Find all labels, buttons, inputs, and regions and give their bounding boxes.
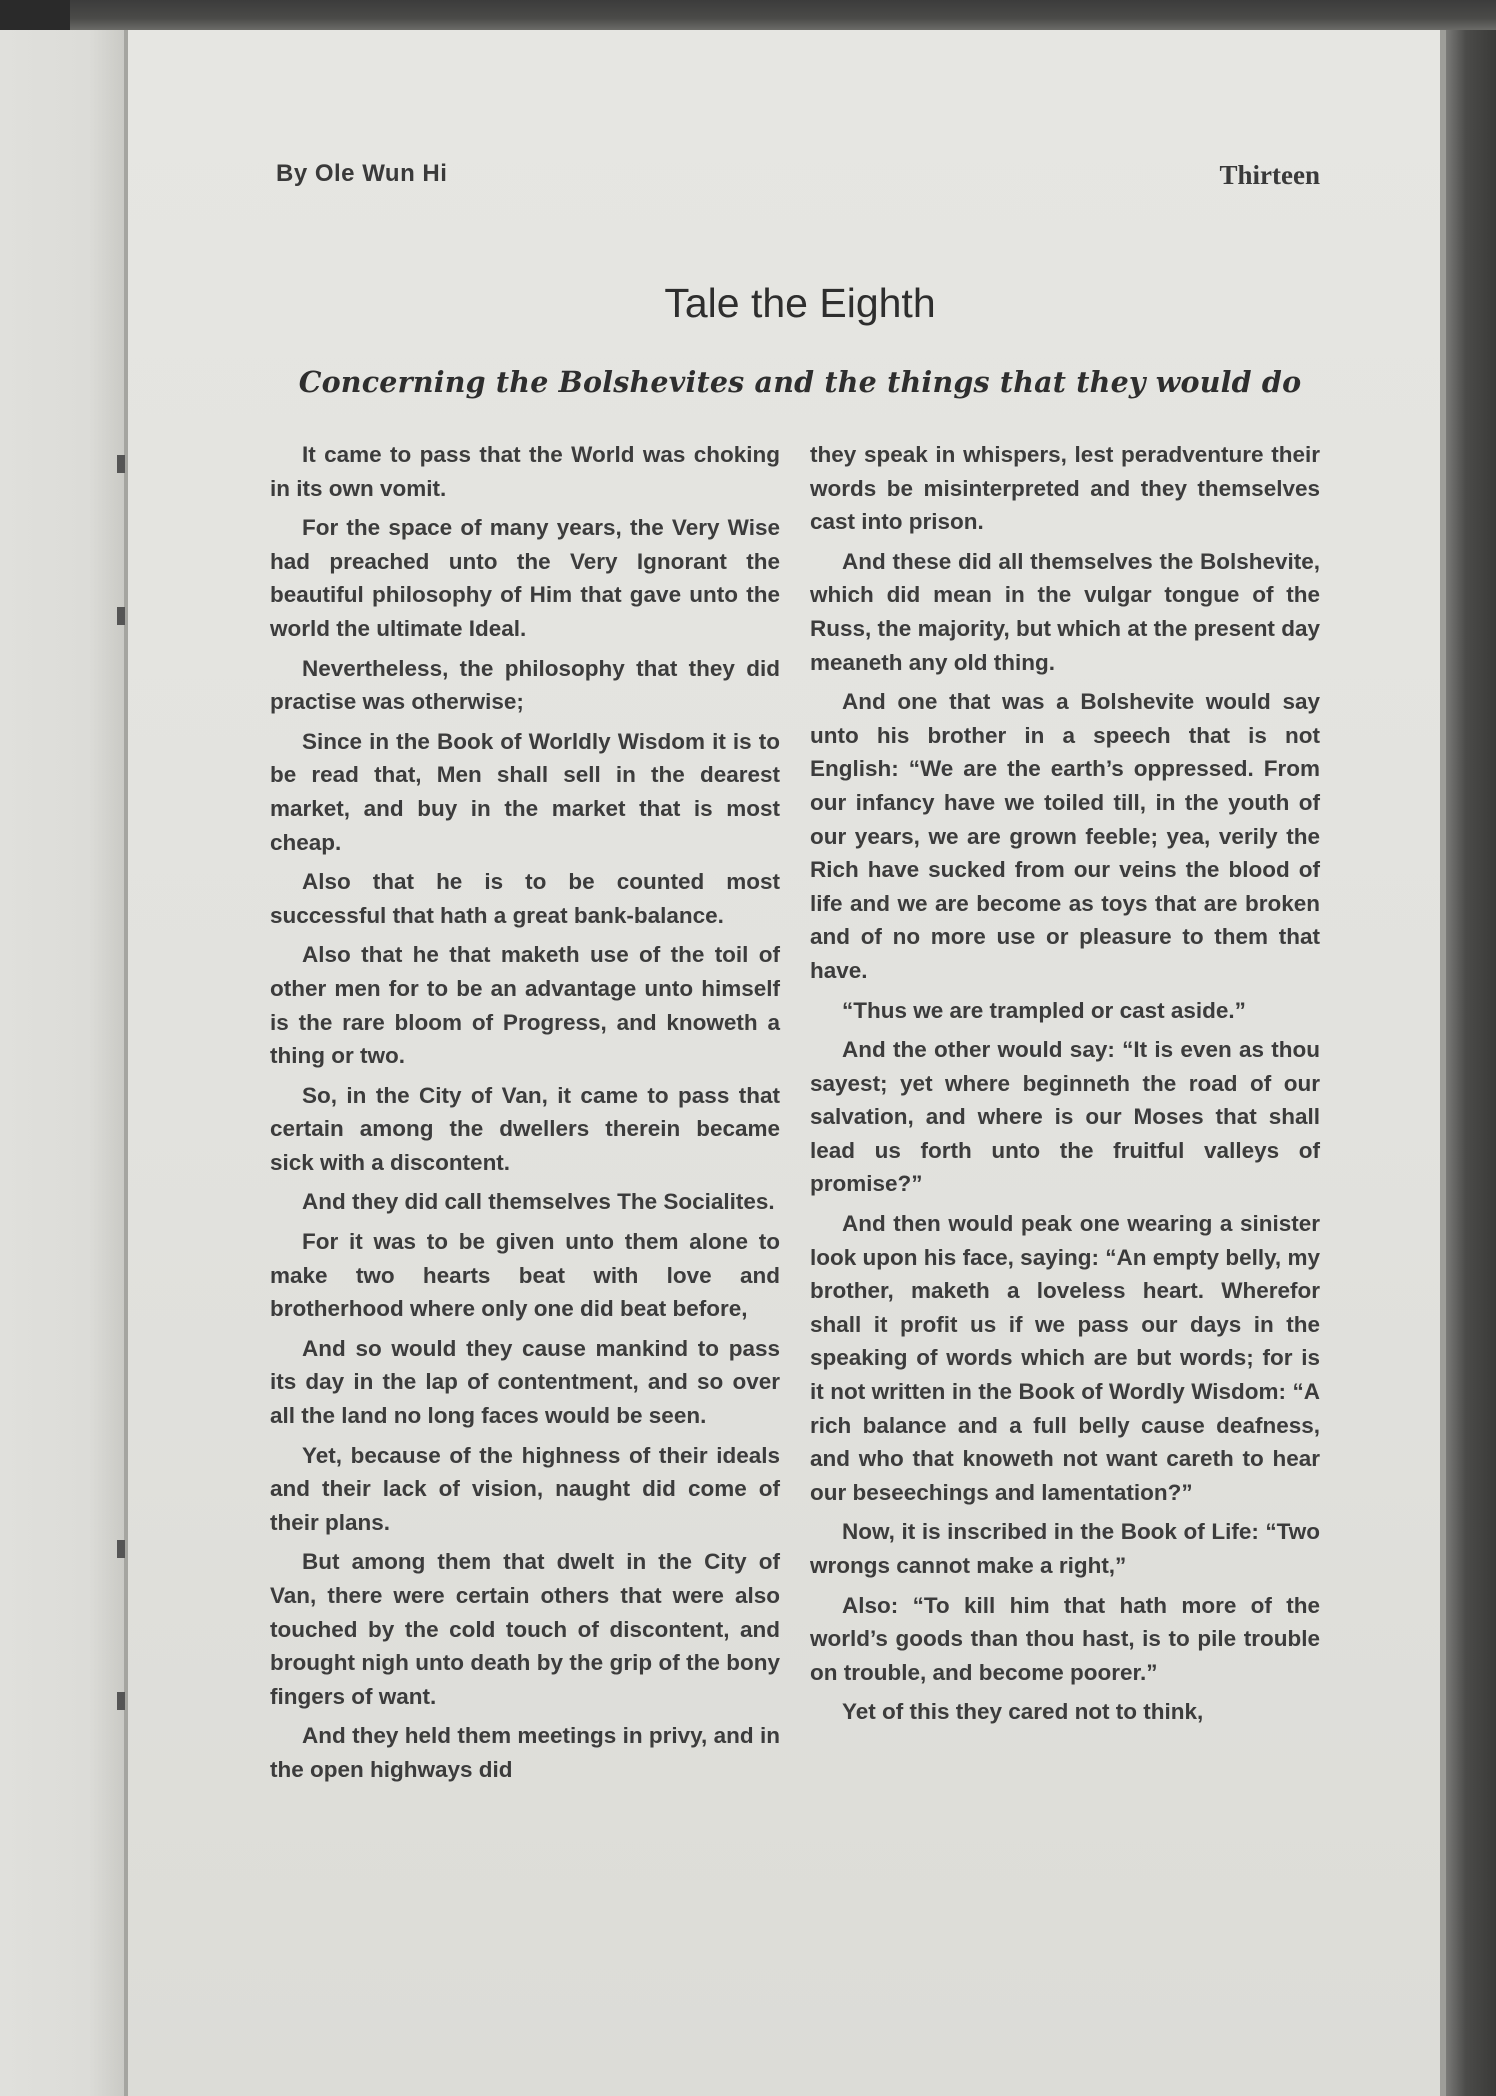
binding-stitch-mark	[117, 607, 125, 625]
top-left-corner-shadow	[0, 0, 70, 30]
right-text-column	[810, 438, 1320, 1735]
paragraph: Since in the Book of Worldly Wisdom it is to be read that, Men shall sell in the dearest market, and buy in the market that is most cheap.	[270, 728, 780, 855]
left-text-column	[270, 438, 780, 1793]
binding-stitch-mark	[117, 455, 125, 473]
paragraph: Nevertheless, the philosophy that they did practise was otherwise;	[270, 655, 780, 715]
paragraph: And they did call themselves The Socialites.	[302, 1189, 775, 1215]
paragraph: Also: “To kill him that hath more of the world’s goods than thou hast, is to pile trouble on trouble, and become poorer.”	[810, 1592, 1320, 1685]
paragraph: And the other would say: “It is even as thou sayest; yet where beginneth the road of our salvation, and where is our Moses that shall lead us forth unto the fruitful valleys of promise?”	[810, 1037, 1320, 1197]
binding-stitch-mark	[117, 1692, 125, 1710]
paragraph: And they held them meetings in privy, and in the open highways did	[270, 1723, 780, 1782]
paragraph: “Thus we are trampled or cast aside.”	[842, 997, 1246, 1023]
page-number: Thirteen	[1219, 160, 1320, 190]
right-scan-edge	[1446, 30, 1496, 2096]
paragraph: For the space of many years, the Very Wise had preached unto the Very Ignorant the beautiful philosophy of Him that gave unto the world the ultimate Ideal.	[270, 515, 780, 641]
facing-page-edge	[0, 30, 126, 2096]
chapter-subtitle: Concerning the Bolshevites and the things that they would do	[298, 365, 1302, 399]
paragraph: So, in the City of Van, it came to pass that certain among the dwellers therein became sick with a discontent.	[270, 1082, 780, 1175]
chapter-title: Tale the Eighth	[664, 280, 936, 326]
paragraph: And so would they cause mankind to pass its day in the lap of contentment, and so over all the land no long faces would be seen.	[270, 1335, 780, 1429]
paragraph: they speak in whispers, lest peradventure their words be misinterpreted and they themselves cast into prison.	[810, 442, 1320, 535]
paragraph: Also that he is to be counted most successful that hath a great bank-balance.	[270, 869, 780, 928]
paragraph: And these did all themselves the Bolshevite, which did mean in the vulgar tongue of the Russ, the majority, but which at the present day meaneth any old thing.	[810, 548, 1320, 675]
paragraph: For it was to be given unto them alone to make two hearts beat with love and brotherhood where only one did beat before,	[270, 1229, 780, 1322]
paragraph: But among them that dwelt in the City of Van, there were certain others that were also touched by the cold touch of discontent, and brought nigh unto death by the grip of the bony fingers of want.	[270, 1549, 780, 1709]
top-scan-edge	[0, 0, 1496, 30]
paragraph: Yet, because of the highness of their ideals and their lack of vision, naught did come of their plans.	[270, 1442, 780, 1535]
paragraph: And then would peak one wearing a sinister look upon his face, saying: “An empty belly, my brother, maketh a loveless heart. Wherefor shall it profit us if we pass our days in the speaking of words which are but words; for is it not written in the Book of Wordly Wisdom: “A rich balance and a full belly cause deafness, and who that knoweth not want careth to hear our beseechings and lamentation?”	[810, 1211, 1320, 1505]
paragraph: Also that he that maketh use of the toil of other men for to be an advantage unto himself is the rare bloom of Progress, and knoweth a thing or two.	[270, 942, 780, 1069]
binding-stitch-mark	[117, 1540, 125, 1558]
paragraph: Now, it is inscribed in the Book of Life: “Two wrongs cannot make a right,”	[810, 1519, 1320, 1578]
paragraph: It came to pass that the World was choking in its own vomit.	[270, 442, 780, 501]
paragraph: And one that was a Bolshevite would say unto his brother in a speech that is not English: “We are the earth’s oppressed. From our infancy have we toiled till, in the youth of our years, we are grown feeble; yea, verily the Rich have sucked from our veins the blood of life and we are become as toys that are broken and of no more use or pleasure to them that have.	[810, 689, 1320, 983]
byline: By Ole Wun Hi	[276, 160, 448, 187]
paragraph: Yet of this they cared not to think,	[842, 1699, 1204, 1725]
